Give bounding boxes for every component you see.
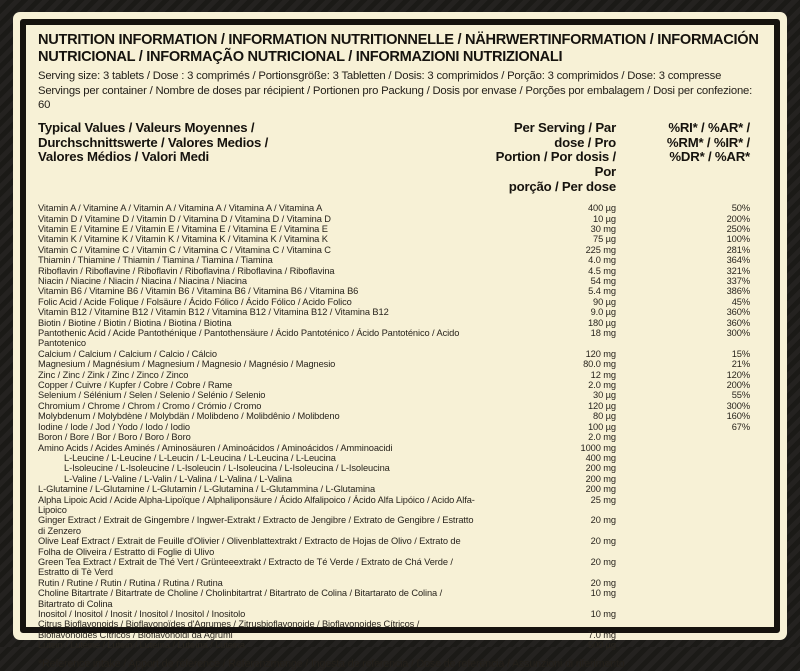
nutrient-amount: 120 mg [585,348,616,359]
nutrient-name: Selenium / Sélénium / Selen / Selenio / Selénio / Selenio [38,390,266,401]
nutrient-reference-percent [616,619,762,640]
table-row [38,203,762,213]
nutrient-amount: 10 µg [593,213,616,224]
nutrient-amount: 5.4 mg [588,286,616,297]
table-row [38,349,762,359]
nutrient-name: Vitamin K / Vitamine K / Vitamin K / Vitamina K / Vitamina K / Vitamina K [38,234,328,245]
nutrient-name: Vitamin B12 / Vitamine B12 / Vitamin B12 / Vitamina B12 / Vitamina B12 / Vitamina B12 [38,307,389,318]
nutrient-reference-percent: 120% [726,369,750,380]
nutrient-name: Niacin / Niacine / Niacin / Niacina / Niacina / Niacina [38,276,247,286]
table-row [38,557,762,578]
nutrient-reference-percent: 386% [726,286,750,297]
nutrient-reference-percent: 364% [726,255,750,266]
table-row [38,370,762,380]
table-row [38,255,762,265]
nutrient-name: Chromium / Chrome / Chrom / Cromo / Crómio / Cromo [38,400,262,411]
nutrient-reference-percent [616,515,762,536]
nutrient-reference-percent [616,453,762,463]
nutrient-amount: 20 mg [590,577,616,588]
table-row [38,578,762,588]
table-row [38,640,762,650]
nutrient-amount: 10 mg [590,588,616,599]
table-row [38,619,762,640]
nutrient-name: Boron / Bore / Bor / Boro / Boro / Boro [38,432,191,443]
nutrient-name: L-Valine / L-Valine / L-Valin / L-Valina / L-Valina / L-Valina [64,473,292,484]
table-row [38,359,762,369]
table-row [38,390,762,400]
nutrient-amount: 7.0 mg [588,629,616,640]
table-row [38,328,762,349]
serving-info [38,69,762,112]
nutrient-amount: 500 µg [587,640,616,651]
table-row [38,536,762,557]
nutrient-reference-percent: 200% [726,213,750,224]
table-row [38,453,762,463]
nutrient-name: Copper / Cuivre / Kupfer / Cobre / Cobre / Rame [38,380,233,391]
nutrient-name: Iodine / Iode / Jod / Yodo / Iodo / Iodio [38,421,191,432]
table-row [38,318,762,328]
column-header-reference-intake: %RI* / %AR* / %RM* / %IR* / %DR* / %AR* [666,119,750,165]
nutrient-reference-percent: 250% [726,223,750,234]
nutrient-reference-percent: 321% [726,265,750,276]
column-header-per-serving: Per Serving / Par dose / Pro Portion / Por dosis / Por porção / Per dose [495,119,616,195]
nutrient-reference-percent: 15% [731,348,750,359]
table-header [38,121,762,196]
nutrient-reference-percent [616,578,762,588]
table-row [38,515,762,536]
nutrient-amount: 20 mg [590,536,616,547]
table-row [38,422,762,432]
nutrient-reference-percent: 360% [726,307,750,318]
table-row [38,297,762,307]
nutrient-name: Ginger Extract / Extrait de Gingembre / Ingwer-Extrakt / Extracto de Jengibre / Extrato de Gengibre / Estratto di Zenzero [38,515,474,536]
nutrient-amount: 30 µg [593,390,616,401]
nutrient-amount: 200 mg [585,484,616,495]
nutrient-amount: 100 µg [587,421,616,432]
nutrient-amount: 80 µg [593,411,616,422]
nutrient-reference-percent [616,463,762,473]
table-row [38,234,762,244]
nutrient-reference-percent: 300% [726,328,750,339]
nutrient-amount: 2.0 mg [588,432,616,443]
nutrient-reference-percent: 21% [731,359,750,370]
servings-per-container-line: Servings per container / Nombre de doses par récipient / Portionen pro Packung / Dosis por envase / Porções por embalagem / Dosi per confezione: 60 [38,84,753,112]
nutrient-reference-percent: 67% [731,421,750,432]
nutrient-name: Folic Acid / Acide Folique / Folsäure / Ácido Fólico / Ácido Fólico / Acido Folico [38,296,352,307]
table-row [38,401,762,411]
nutrient-reference-percent: 337% [726,276,750,286]
nutrient-amount: 4.5 mg [588,265,616,276]
nutrient-reference-percent [616,609,762,619]
nutrient-amount: 18 mg [590,328,616,339]
nutrient-reference-percent: 360% [726,317,750,328]
nutrient-reference-percent [616,443,762,453]
nutrient-name: Zinc / Zinc / Zink / Zinc / Zinco / Zinco [38,369,189,380]
table-row [38,484,762,494]
nutrient-name: Riboflavin / Riboflavine / Riboflavin / Riboflavina / Riboflavina / Riboflavina [38,265,335,276]
table-row [38,307,762,317]
nutrient-amount: 120 µg [587,400,616,411]
nutrient-amount: 25 mg [590,494,616,505]
nutrient-amount: 90 µg [593,296,616,307]
nutrient-name: Inositol / Inositol / Inosit / Inositol / Inositol / Inositolo [38,609,246,619]
nutrient-amount: 80.0 mg [583,359,616,370]
table-row [38,495,762,516]
nutrient-amount: 12 mg [590,369,616,380]
nutrient-name: Citrus Bioflavonoids / Bioflavonoïdes d'Agrumes / Zitrusbioflavonoide / Bioflavonoides Cítricos / Bioflavonóides Cítricos / Bioflavonoidi da Agrumi [38,619,420,640]
nutrient-name: Vitamin C / Vitamine C / Vitamin C / Vitamina C / Vitamina C / Vitamina C [38,244,331,255]
nutrient-name: Pantothenic Acid / Acide Pantothénique / Pantothensäure / Ácido Pantoténico / Ácido Pantoténico / Acido Pantotenico [38,328,460,349]
nutrient-reference-percent [616,536,762,557]
nutrient-name: L-Glutamine / L-Glutamine / L-Glutamin / L-Glutamina / L-Glutammina / L-Glutamina [38,484,376,495]
nutrient-reference-percent: 45% [731,296,750,307]
nutrient-amount: 4.0 mg [588,255,616,266]
nutrient-name: Amino Acids / Acides Aminés / Aminosäuren / Aminoácidos / Aminoácidos / Amminoacidi [38,442,393,453]
nutrient-name: Thiamin / Thiamine / Thiamin / Tiamina / Tiamina / Tiamina [38,255,273,266]
nutrient-name: Vitamin B6 / Vitamine B6 / Vitamin B6 / Vitamina B6 / Vitamina B6 / Vitamina B6 [38,286,359,297]
nutrient-amount: 30 mg [590,223,616,234]
nutrient-reference-percent [616,484,762,494]
label-frame [20,19,780,670]
nutrient-reference-percent: 100% [726,234,750,245]
table-row [38,245,762,255]
serving-size-line: Serving size: 3 tablets / Dose : 3 comprimés / Portionsgröße: 3 Tabletten / Dosis: 3 comprimidos / Porção: 3 comprimidos / Dose: 3 compresse [38,70,722,83]
table-row [38,380,762,390]
table-row [38,588,762,609]
nutrient-name: Alpha Lipoic Acid / Acide Alpha-Lipoïque / Alphaliponsäure / Ácido Alfalipoico / Ácido Alfa Lipóico / Acido Alfa-Lipoico [38,494,475,515]
nutrient-rows [38,203,762,650]
nutrient-reference-percent [616,432,762,442]
nutrient-amount: 20 mg [590,556,616,567]
nutrient-name: Choline Bitartrate / Bitartrate de Choline / Cholinbitartrat / Bitartrato de Colina / Bitartarato de Colina / Bitartrato di Colina [38,588,443,609]
table-row [38,474,762,484]
table-row [38,266,762,276]
nutrient-name: Molybdenum / Molybdène / Molybdän / Molibdeno / Molibdênio / Molibdeno [38,411,340,422]
nutrient-amount: 10 mg [590,609,616,619]
nutrient-reference-percent [616,640,762,650]
nutrient-name: Magnesium / Magnésium / Magnesium / Magnesio / Magnésio / Magnesio [38,359,336,370]
nutrient-amount: 200 mg [585,463,616,474]
nutrient-amount: 400 µg [587,203,616,214]
table-row [38,224,762,234]
nutrient-reference-percent: 160% [726,411,750,422]
nutrient-reference-percent: 200% [726,380,750,391]
nutrient-reference-percent [616,588,762,609]
nutrient-name: L-Leucine / L-Leucine / L-Leucin / L-Leucina / L-Leucina / L-Leucina [64,452,336,463]
nutrient-reference-percent [616,474,762,484]
table-row [38,276,762,286]
nutrient-reference-percent: 281% [726,244,750,255]
nutrient-reference-percent [616,495,762,516]
nutrient-name: Vitamin A / Vitamine A / Vitamin A / Vitamina A / Vitamina A / Vitamina A [38,203,323,214]
nutrient-amount: 75 µg [593,234,616,245]
nutrient-amount: 180 µg [587,317,616,328]
nutrient-reference-percent: 50% [731,203,750,214]
table-row [38,286,762,296]
nutrient-amount: 1000 mg [580,442,616,453]
table-row [38,411,762,421]
nutrient-reference-percent: 300% [726,400,750,411]
nutrient-name: Calcium / Calcium / Calcium / Calcio / Cálcio [38,348,217,359]
nutrient-name: Biotin / Biotine / Biotin / Biotina / Biotina / Biotina [38,317,232,328]
nutrient-name: Vitamin D / Vitamine D / Vitamin D / Vitamina D / Vitamina D / Vitamina D [38,213,331,224]
nutrient-name: Lutein / Lutéine / Lutein / Luteína / Luteína / Luteina [38,640,245,651]
nutrition-information-title: NUTRITION INFORMATION / INFORMATION NUTRITIONNELLE / NÄHRWERTINFORMATION / INFORMACIÓN NUTRICIONAL / INFORMAÇÃO NUTRICIONAL / INFORMAZIONI NUTRIZIONALI [38,32,759,66]
table-row [38,214,762,224]
nutrient-reference-percent: 55% [731,390,750,401]
nutrient-amount: 2.0 mg [588,380,616,391]
nutrient-amount: 20 mg [590,515,616,526]
table-row [38,443,762,453]
nutrient-name: Green Tea Extract / Extrait de Thé Vert / Grünteeextrakt / Extracto de Té Verde / Extrato de Chá Verde / Estratto di Tè Verd [38,556,453,578]
nutrient-amount: 400 mg [585,452,616,463]
nutrient-amount: 200 mg [585,473,616,484]
nutrient-name: Olive Leaf Extract / Extrait de Feuille d'Olivier / Olivenblattextrakt / Extracto de Hojas de Olivo / Extrato de Folha de Oliveira / Estratto di Foglie di Ulivo [38,536,461,557]
table-row [38,609,762,619]
column-header-typical-values: Typical Values / Valeurs Moyennes / Durchschnittswerte / Valores Medios / Valores Médios / Valori Medi [38,119,269,165]
nutrient-reference-percent [616,557,762,578]
reference-intake-note: *Reference intake / Apport de référence / Referenzmenge / Ingesta de referencia / Dose de referência / Assunzioni di riferimento [38,657,625,670]
nutrition-label [13,12,787,670]
nutrient-amount: 225 mg [585,244,616,255]
nutrient-amount: 54 mg [590,276,616,286]
nutrient-name: Vitamin E / Vitamine E / Vitamin E / Vitamina E / Vitamina E / Vitamina E [38,223,328,234]
table-row [38,463,762,473]
nutrient-name: Rutin / Rutine / Rutin / Rutina / Rutina / Rutina [38,577,223,588]
nutrient-amount: 9.0 µg [590,307,616,318]
nutrient-name: L-Isoleucine / L-Isoleucine / L-Isoleucin / L-Isoleucina / L-Isoleucina / L-Isoleucina [64,463,390,474]
table-row [38,432,762,442]
